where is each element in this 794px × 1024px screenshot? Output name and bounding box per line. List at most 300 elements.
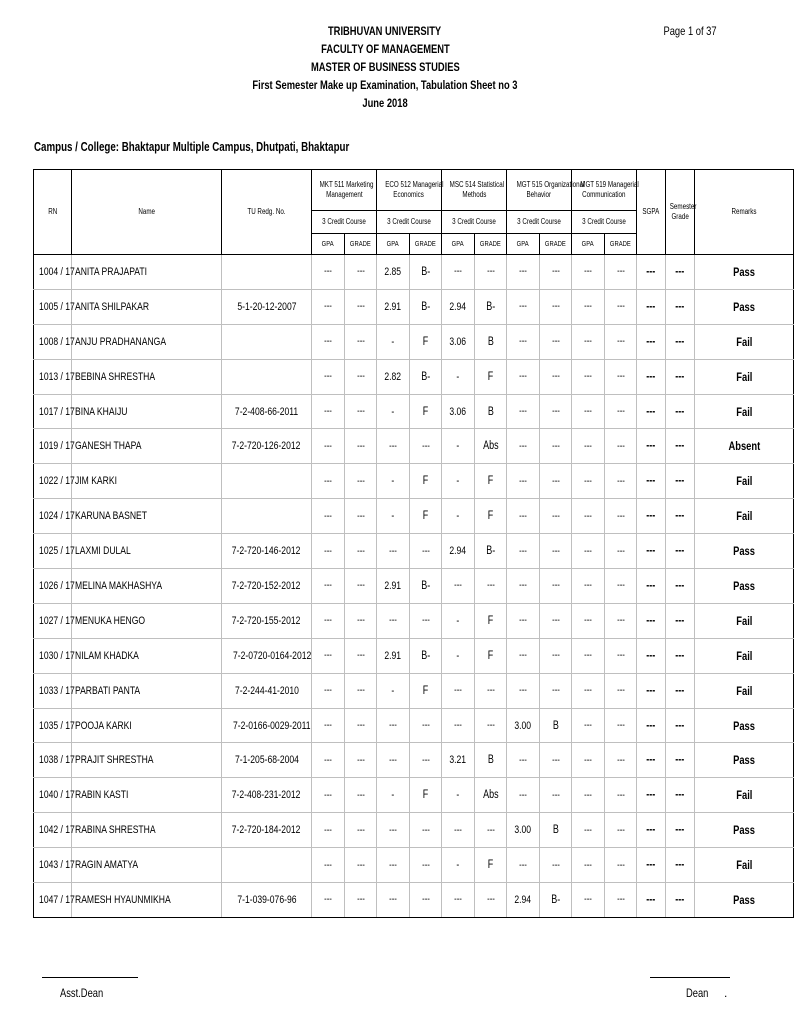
semester-grade-value: --- [666, 569, 695, 604]
mgt519-gpa: --- [572, 848, 605, 883]
eco512-gpa: - [377, 778, 410, 813]
mkt511-grade: --- [345, 394, 377, 429]
col-rn: RN [34, 170, 72, 255]
mgt519-grade: --- [605, 708, 637, 743]
mkt511-grade: --- [345, 673, 377, 708]
sgpa-value: --- [637, 813, 666, 848]
mgt515-gpa: --- [507, 603, 540, 638]
mgt515-gpa: 3.00 [507, 708, 540, 743]
msc514-grade: F [475, 603, 507, 638]
eco512-gpa: - [377, 499, 410, 534]
mgt515-grade: --- [540, 359, 572, 394]
mgt515-gpa: 2.94 [507, 883, 540, 918]
tu-regd-number [222, 359, 312, 394]
mkt511-grade: --- [345, 708, 377, 743]
gpa-header: GPA [377, 234, 410, 255]
dean-signature-line [650, 977, 730, 978]
msc514-grade: B- [475, 289, 507, 324]
mkt511-grade: --- [345, 883, 377, 918]
remarks-value: Fail [695, 848, 794, 883]
mgt515-gpa: 3.00 [507, 813, 540, 848]
student-name: PRAJIT SHRESTHA [72, 743, 222, 778]
remarks-value: Fail [695, 394, 794, 429]
semester-grade-value: --- [666, 883, 695, 918]
student-name: JIM KARKI [72, 464, 222, 499]
msc514-gpa: --- [442, 255, 475, 290]
msc514-grade: Abs [475, 778, 507, 813]
mgt519-gpa: --- [572, 603, 605, 638]
student-name: PARBATI PANTA [72, 673, 222, 708]
asst-dean-label: Asst.Dean [60, 986, 104, 1000]
roll-number: 1004 / 17 [34, 255, 72, 290]
tu-regd-number: 7-1-039-076-96 [222, 883, 312, 918]
table-row [34, 708, 794, 743]
mgt515-grade: --- [540, 569, 572, 604]
col-sgpa: SGPA [637, 170, 666, 255]
mkt511-gpa: --- [312, 359, 345, 394]
mgt519-gpa: --- [572, 813, 605, 848]
mgt515-gpa: --- [507, 359, 540, 394]
remarks-value: Fail [695, 324, 794, 359]
mkt511-grade: --- [345, 289, 377, 324]
subject-mgt515: MGT 515 Organizational Behavior [507, 170, 572, 211]
msc514-gpa: --- [442, 673, 475, 708]
roll-number: 1047 / 17 [34, 883, 72, 918]
mgt519-gpa: --- [572, 394, 605, 429]
mgt515-grade: --- [540, 464, 572, 499]
table-row [34, 603, 794, 638]
table-row [34, 429, 794, 464]
campus-label: Campus / College: Bhaktapur Multiple Campus, Dhutpati, Bhaktapur [34, 140, 350, 154]
subject-eco512: ECO 512 Managerial Economics [377, 170, 442, 211]
msc514-gpa: 3.06 [442, 394, 475, 429]
mgt519-grade: --- [605, 359, 637, 394]
tu-regd-number [222, 324, 312, 359]
remarks-value: Pass [695, 289, 794, 324]
eco512-gpa: 2.91 [377, 638, 410, 673]
mgt519-gpa: --- [572, 324, 605, 359]
eco512-grade: F [410, 499, 442, 534]
mkt511-gpa: --- [312, 255, 345, 290]
roll-number: 1024 / 17 [34, 499, 72, 534]
mgt519-grade: --- [605, 464, 637, 499]
semester-grade-value: --- [666, 603, 695, 638]
mgt519-grade: --- [605, 324, 637, 359]
tu-regd-number: 7-2-720-126-2012 [222, 429, 312, 464]
tu-regd-number: 5-1-20-12-2007 [222, 289, 312, 324]
semester-grade-value: --- [666, 638, 695, 673]
mkt511-grade: --- [345, 813, 377, 848]
msc514-gpa: - [442, 464, 475, 499]
mgt515-gpa: --- [507, 464, 540, 499]
remarks-value: Pass [695, 534, 794, 569]
remarks-value: Absent [695, 429, 794, 464]
exam-title: First Semester Make up Examination, Tabulation Sheet no 3 [252, 78, 518, 92]
mgt519-grade: --- [605, 499, 637, 534]
mgt519-gpa: --- [572, 708, 605, 743]
eco512-grade: B- [410, 255, 442, 290]
mgt519-grade: --- [605, 534, 637, 569]
eco512-gpa: 2.85 [377, 255, 410, 290]
mkt511-grade: --- [345, 464, 377, 499]
mgt515-gpa: --- [507, 638, 540, 673]
gpa-header: GPA [507, 234, 540, 255]
semester-grade-value: --- [666, 743, 695, 778]
eco512-grade: B- [410, 359, 442, 394]
roll-number: 1043 / 17 [34, 848, 72, 883]
mgt519-grade: --- [605, 813, 637, 848]
msc514-grade: --- [475, 255, 507, 290]
semester-grade-value: --- [666, 324, 695, 359]
eco512-gpa: 2.91 [377, 569, 410, 604]
mgt515-grade: B- [540, 883, 572, 918]
mkt511-gpa: --- [312, 708, 345, 743]
credit-label: 3 Credit Course [312, 211, 377, 234]
roll-number: 1013 / 17 [34, 359, 72, 394]
table-row [34, 778, 794, 813]
program-name: MASTER OF BUSINESS STUDIES [310, 60, 460, 74]
mkt511-gpa: --- [312, 813, 345, 848]
msc514-grade: --- [475, 813, 507, 848]
msc514-grade: F [475, 359, 507, 394]
msc514-grade: B- [475, 534, 507, 569]
msc514-gpa: --- [442, 569, 475, 604]
mgt519-grade: --- [605, 673, 637, 708]
mkt511-grade: --- [345, 743, 377, 778]
msc514-grade: --- [475, 673, 507, 708]
msc514-gpa: - [442, 359, 475, 394]
table-row [34, 359, 794, 394]
msc514-grade: B [475, 743, 507, 778]
tu-regd-number [222, 255, 312, 290]
msc514-gpa: --- [442, 883, 475, 918]
tu-regd-number: 7-2-720-152-2012 [222, 569, 312, 604]
eco512-grade: --- [410, 534, 442, 569]
semester-grade-value: --- [666, 813, 695, 848]
eco512-grade: --- [410, 429, 442, 464]
table-row [34, 499, 794, 534]
eco512-grade: --- [410, 603, 442, 638]
sgpa-value: --- [637, 289, 666, 324]
student-name: NILAM KHADKA [72, 638, 222, 673]
msc514-grade: B [475, 394, 507, 429]
msc514-gpa: 2.94 [442, 534, 475, 569]
table-row [34, 813, 794, 848]
eco512-gpa: - [377, 394, 410, 429]
mgt515-gpa: --- [507, 534, 540, 569]
col-semester-grade: Semester Grade [666, 170, 695, 255]
student-name: BINA KHAIJU [72, 394, 222, 429]
mgt519-gpa: --- [572, 359, 605, 394]
remarks-value: Pass [695, 743, 794, 778]
msc514-grade: --- [475, 883, 507, 918]
tu-regd-number: 7-2-408-66-2011 [222, 394, 312, 429]
eco512-gpa: --- [377, 534, 410, 569]
eco512-grade: B- [410, 289, 442, 324]
student-name: RAGIN AMATYA [72, 848, 222, 883]
credit-label: 3 Credit Course [507, 211, 572, 234]
eco512-gpa: --- [377, 708, 410, 743]
student-name: MENUKA HENGO [72, 603, 222, 638]
student-name: LAXMI DULAL [72, 534, 222, 569]
mgt519-grade: --- [605, 778, 637, 813]
semester-grade-value: --- [666, 499, 695, 534]
credit-label: 3 Credit Course [377, 211, 442, 234]
eco512-grade: B- [410, 638, 442, 673]
msc514-gpa: 3.06 [442, 324, 475, 359]
eco512-grade: --- [410, 883, 442, 918]
mgt515-gpa: --- [507, 289, 540, 324]
roll-number: 1025 / 17 [34, 534, 72, 569]
mkt511-grade: --- [345, 848, 377, 883]
mkt511-gpa: --- [312, 603, 345, 638]
student-name: MELINA MAKHASHYA [72, 569, 222, 604]
mkt511-gpa: --- [312, 429, 345, 464]
grade-header: GRADE [605, 234, 637, 255]
mgt515-grade: --- [540, 848, 572, 883]
msc514-gpa: - [442, 499, 475, 534]
mgt515-grade: B [540, 813, 572, 848]
mgt515-grade: --- [540, 743, 572, 778]
table-row [34, 673, 794, 708]
mkt511-gpa: --- [312, 638, 345, 673]
mgt515-grade: --- [540, 638, 572, 673]
mkt511-gpa: --- [312, 324, 345, 359]
mgt519-gpa: --- [572, 255, 605, 290]
mkt511-gpa: --- [312, 464, 345, 499]
mgt515-gpa: --- [507, 324, 540, 359]
sgpa-value: --- [637, 464, 666, 499]
remarks-value: Pass [695, 569, 794, 604]
sgpa-value: --- [637, 499, 666, 534]
mgt515-gpa: --- [507, 778, 540, 813]
mgt519-gpa: --- [572, 778, 605, 813]
roll-number: 1017 / 17 [34, 394, 72, 429]
gpa-header: GPA [312, 234, 345, 255]
mgt519-grade: --- [605, 638, 637, 673]
semester-grade-value: --- [666, 673, 695, 708]
mgt519-gpa: --- [572, 673, 605, 708]
roll-number: 1042 / 17 [34, 813, 72, 848]
asst-dean-signature-line [42, 977, 138, 978]
table-row [34, 569, 794, 604]
remarks-value: Fail [695, 673, 794, 708]
student-name: RAMESH HYAUNMIKHA [72, 883, 222, 918]
eco512-gpa: --- [377, 848, 410, 883]
eco512-grade: F [410, 394, 442, 429]
remarks-value: Pass [695, 708, 794, 743]
student-rows [34, 255, 794, 918]
eco512-grade: F [410, 324, 442, 359]
sgpa-value: --- [637, 743, 666, 778]
eco512-gpa: - [377, 464, 410, 499]
col-regd: TU Redg. No. [222, 170, 312, 255]
msc514-gpa: - [442, 603, 475, 638]
msc514-gpa: - [442, 429, 475, 464]
eco512-grade: B- [410, 569, 442, 604]
eco512-gpa: - [377, 324, 410, 359]
mkt511-grade: --- [345, 359, 377, 394]
tu-regd-number [222, 848, 312, 883]
table-row [34, 324, 794, 359]
eco512-grade: --- [410, 708, 442, 743]
subject-mgt519: MGT 519 Managerial Communication [572, 170, 637, 211]
sgpa-value: --- [637, 324, 666, 359]
semester-grade-value: --- [666, 848, 695, 883]
msc514-grade: F [475, 464, 507, 499]
mgt515-grade: B [540, 708, 572, 743]
semester-grade-value: --- [666, 255, 695, 290]
mgt519-gpa: --- [572, 569, 605, 604]
mgt519-grade: --- [605, 289, 637, 324]
mkt511-grade: --- [345, 499, 377, 534]
eco512-gpa: --- [377, 603, 410, 638]
table-row [34, 289, 794, 324]
mgt519-grade: --- [605, 429, 637, 464]
mkt511-grade: --- [345, 569, 377, 604]
student-name: RABINA SHRESTHA [72, 813, 222, 848]
msc514-gpa: 2.94 [442, 289, 475, 324]
eco512-grade: F [410, 673, 442, 708]
col-name: Name [72, 170, 222, 255]
remarks-value: Fail [695, 603, 794, 638]
mkt511-gpa: --- [312, 534, 345, 569]
mkt511-grade: --- [345, 429, 377, 464]
roll-number: 1019 / 17 [34, 429, 72, 464]
sgpa-value: --- [637, 673, 666, 708]
mgt515-gpa: --- [507, 743, 540, 778]
tu-regd-number: 7-2-244-41-2010 [222, 673, 312, 708]
student-name: RABIN KASTI [72, 778, 222, 813]
student-name: KARUNA BASNET [72, 499, 222, 534]
mgt515-grade: --- [540, 289, 572, 324]
mkt511-gpa: --- [312, 743, 345, 778]
msc514-gpa: --- [442, 813, 475, 848]
tu-regd-number: 7-2-720-155-2012 [222, 603, 312, 638]
mgt519-gpa: --- [572, 429, 605, 464]
mgt519-gpa: --- [572, 534, 605, 569]
tu-regd-number: 7-2-0166-0029-2011 [222, 708, 312, 743]
roll-number: 1005 / 17 [34, 289, 72, 324]
tu-regd-number [222, 499, 312, 534]
mgt519-gpa: --- [572, 883, 605, 918]
mgt515-grade: --- [540, 603, 572, 638]
semester-grade-value: --- [666, 534, 695, 569]
msc514-gpa: - [442, 778, 475, 813]
dean-label: Dean [686, 986, 709, 1000]
roll-number: 1027 / 17 [34, 603, 72, 638]
remarks-value: Pass [695, 883, 794, 918]
eco512-gpa: --- [377, 429, 410, 464]
remarks-value: Fail [695, 359, 794, 394]
eco512-gpa: 2.82 [377, 359, 410, 394]
sgpa-value: --- [637, 255, 666, 290]
roll-number: 1040 / 17 [34, 778, 72, 813]
tu-regd-number: 7-2-720-184-2012 [222, 813, 312, 848]
subject-mkt511: MKT 511 Marketing Management [312, 170, 377, 211]
faculty-name: FACULTY OF MANAGEMENT [320, 42, 450, 56]
mkt511-gpa: --- [312, 848, 345, 883]
msc514-grade: Abs [475, 429, 507, 464]
remarks-value: Fail [695, 499, 794, 534]
student-name: ANITA PRAJAPATI [72, 255, 222, 290]
mgt519-grade: --- [605, 394, 637, 429]
gpa-header: GPA [442, 234, 475, 255]
eco512-gpa: --- [377, 743, 410, 778]
sgpa-value: --- [637, 883, 666, 918]
mgt515-grade: --- [540, 673, 572, 708]
table-row [34, 638, 794, 673]
credit-label: 3 Credit Course [572, 211, 637, 234]
roll-number: 1022 / 17 [34, 464, 72, 499]
roll-number: 1030 / 17 [34, 638, 72, 673]
mkt511-gpa: --- [312, 289, 345, 324]
mgt519-grade: --- [605, 603, 637, 638]
mgt515-gpa: --- [507, 569, 540, 604]
remarks-value: Fail [695, 638, 794, 673]
subject-msc514: MSC 514 Statistical Methods [442, 170, 507, 211]
student-name: BEBINA SHRESTHA [72, 359, 222, 394]
table-row [34, 848, 794, 883]
sgpa-value: --- [637, 394, 666, 429]
university-name: TRIBHUVAN UNIVERSITY [328, 24, 442, 38]
mgt519-grade: --- [605, 848, 637, 883]
sgpa-value: --- [637, 359, 666, 394]
remarks-value: Fail [695, 464, 794, 499]
sgpa-value: --- [637, 603, 666, 638]
sgpa-value: --- [637, 429, 666, 464]
mkt511-gpa: --- [312, 499, 345, 534]
semester-grade-value: --- [666, 778, 695, 813]
mgt515-grade: --- [540, 255, 572, 290]
roll-number: 1033 / 17 [34, 673, 72, 708]
sgpa-value: --- [637, 534, 666, 569]
mkt511-grade: --- [345, 255, 377, 290]
mkt511-gpa: --- [312, 394, 345, 429]
mgt515-gpa: --- [507, 673, 540, 708]
msc514-grade: --- [475, 708, 507, 743]
tabulation-table [33, 169, 794, 918]
sgpa-value: --- [637, 848, 666, 883]
sheet-header [0, 22, 770, 112]
mgt515-grade: --- [540, 534, 572, 569]
mgt515-grade: --- [540, 394, 572, 429]
mkt511-grade: --- [345, 324, 377, 359]
mgt515-gpa: --- [507, 429, 540, 464]
mgt515-gpa: --- [507, 255, 540, 290]
semester-grade-value: --- [666, 464, 695, 499]
table-row [34, 743, 794, 778]
semester-grade-value: --- [666, 429, 695, 464]
roll-number: 1008 / 17 [34, 324, 72, 359]
msc514-gpa: - [442, 848, 475, 883]
col-remarks: Remarks [695, 170, 794, 255]
gpa-header: GPA [572, 234, 605, 255]
grade-header: GRADE [540, 234, 572, 255]
semester-grade-value: --- [666, 289, 695, 324]
dean-mark: . [724, 986, 728, 1000]
semester-grade-value: --- [666, 708, 695, 743]
grade-header: GRADE [345, 234, 377, 255]
table-row [34, 534, 794, 569]
mgt519-gpa: --- [572, 464, 605, 499]
mgt519-gpa: --- [572, 499, 605, 534]
mkt511-gpa: --- [312, 883, 345, 918]
semester-grade-value: --- [666, 359, 695, 394]
msc514-grade: --- [475, 569, 507, 604]
mkt511-grade: --- [345, 603, 377, 638]
mkt511-gpa: --- [312, 569, 345, 604]
